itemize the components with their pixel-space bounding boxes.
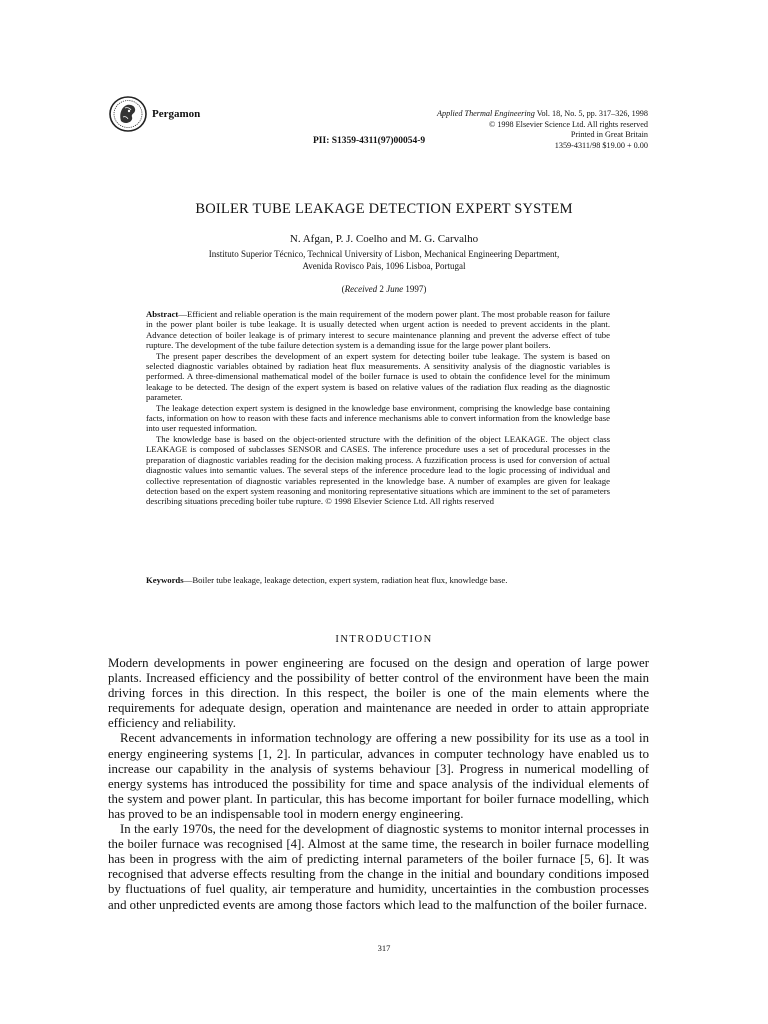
pergamon-logo — [108, 95, 148, 133]
journal-citation-line — [437, 109, 648, 120]
abstract-paragraph-4: The knowledge base is based on the object-oriented structure with the definition of the object LEAKAGE. The object class LEAKAGE is composed of subclasses SENSOR and CASES. The inference procedure uses a set of procedural processes in the preparation of diagnostic variables reading for the decision making process. A fuzzification process is used for conversion of actual diagnostic values into semantic values. The several steps of the inference procedure lead to the logic processing of individual and collective representation of diagnostic variables represented in the knowledge base. A number of examples are given for leakage detection based on the expert system reasoning and monitoring representative situations which are imminent to the set of parameters describing situations preceding boiler tube rupture. © 1998 Elsevier Science Ltd. All rights reserved — [146, 433, 610, 507]
body-paragraph-3: In the early 1970s, the need for the development of diagnostic systems to monitor internal processes in the boiler furnace was recognised [4]. Almost at the same time, the research in boiler furnace modelling has been in progress with the aim of predicting internal parameters of the boiler furnace [5, 6]. It was recognised that adverse effects resulting from the change in the initial and boundary conditions imposed by fluctuations of fuel quality, air temperature and humidity, uncertainties in the combustion processes and other unpredicted events are among those factors which lead to the malfunction of the boiler furnace. — [108, 822, 649, 912]
received-year: 1997) — [403, 284, 427, 294]
abstract-paragraph-2: The present paper describes the development of an expert system for detecting boiler tube leakage. The system is based on selected diagnostic variables obtained by radiation heat flux measurements. A sensitivity analysis of the diagnostic variables is performed. A three-dimensional mathematical model of the boiler furnace is used to obtain the confidence level for the minimum leakage to be detected. The design of the expert system is based on relative values of the radiation flux reading as the diagnostic parameter. — [146, 350, 610, 403]
keywords — [146, 575, 616, 585]
publisher-name: Pergamon — [152, 108, 201, 120]
body-paragraph-2: Recent advancements in information technology are offering a new possibility for its use as a tool in energy engineering systems [1, 2]. In particular, advances in computer technology have enabled us to increase our capability in the analysis of systems behaviour [3]. Progress in numerical modelling of energy systems has introduced the possibility for time and space analysis of the individual elements of the system and power plant. In particular, this has become important for boiler furnace modelling, which has proved to be an indispensable tool in modern energy engineering. — [108, 731, 649, 821]
copyright-line: © 1998 Elsevier Science Ltd. All rights reserved — [488, 119, 648, 129]
keywords-text: —Boiler tube leakage, leakage detection, expert system, radiation heat flux, knowledge base. — [183, 575, 508, 585]
body-text — [108, 656, 649, 913]
journal-name: Applied Thermal Engineering — [437, 109, 535, 118]
section-heading: INTRODUCTION — [335, 634, 433, 645]
received-open-paren: ( — [341, 284, 345, 294]
keywords-label: Keywords — [146, 575, 184, 585]
paper-authors: N. Afgan, P. J. Coelho and M. G. Carvalho — [289, 233, 479, 245]
printed-line: Printed in Great Britain — [570, 130, 648, 140]
page-number: 317 — [377, 943, 391, 953]
received-date — [0, 284, 768, 294]
abstract-paragraph-1 — [146, 309, 610, 351]
pii-identifier: PII: S1359-4311(97)00054-9 — [313, 136, 426, 146]
abstract-label: Abstract — [146, 309, 179, 319]
received-day: 2 — [377, 284, 387, 294]
paper-title: BOILER TUBE LEAKAGE DETECTION EXPERT SYSTEM — [195, 201, 573, 217]
journal-volume: Vol. 18, No. 5, pp. 317–326, 1998 — [534, 109, 648, 118]
issn-price-line: 1359-4311/98 $19.00 + 0.00 — [554, 140, 648, 150]
received-word: Received — [344, 284, 378, 294]
affiliation-line-2: Avenida Rovisco Pais, 1096 Lisboa, Portugal — [302, 260, 466, 271]
affiliation-line-1: Instituto Superior Técnico, Technical University of Lisbon, Mechanical Engineering Department, — [208, 249, 560, 259]
abstract — [146, 309, 610, 507]
body-paragraph-1: Modern developments in power engineering are focused on the design and operation of large power plants. Increased efficiency and the possibility of better control of the environment have been the main driving forces in this direction. In this respect, the boiler is one of the main elements where the requirements for adequate design, operation and maintenance are needed in order to attain appropriate efficiency and reliability. — [108, 656, 649, 731]
abstract-paragraph-3: The leakage detection expert system is designed in the knowledge base environment, comprising the knowledge base containing facts, information on how to reason with these facts and inference mechanisms able to convert information from the knowledge base into user requested information. — [146, 402, 610, 434]
received-month: June — [386, 284, 404, 294]
abstract-text-1: —Efficient and reliable operation is the main requirement of the modern power plant. The most probable reason for failure in the power plant boiler is tube leakage. It is usually detected when urgent action is needed to prevent accidents in the plant. Advance detection of boiler leakage is of primary interest to secure maintenance planning and prevent the adverse effect of tube rupture. The development of the tube failure detection system is a demanding issue for the large power plant boilers. — [146, 309, 610, 351]
journal-info — [437, 109, 648, 151]
author-affiliation — [0, 249, 768, 272]
